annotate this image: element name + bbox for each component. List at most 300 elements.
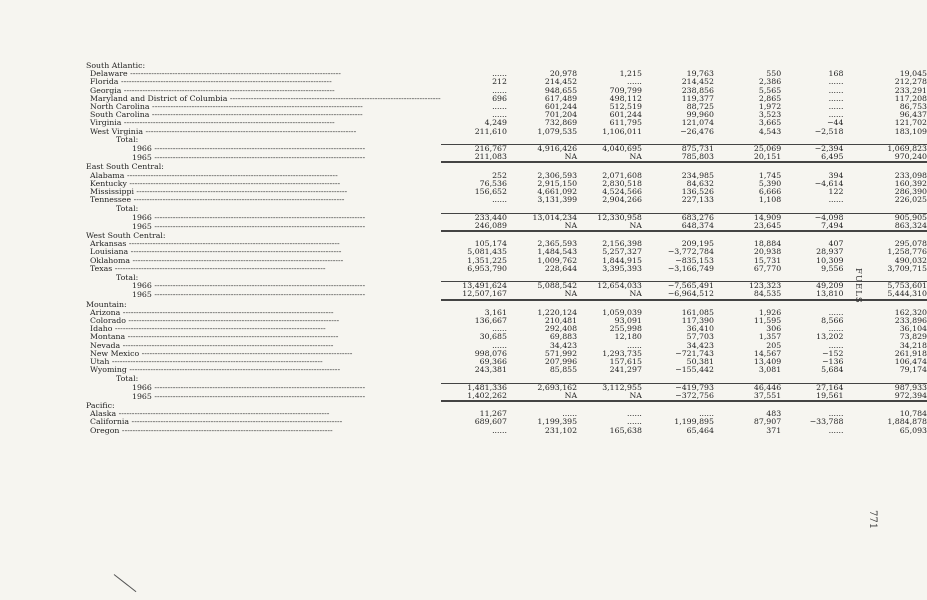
row-label: Oregon -------------------------------------------------------------------------------- [90,426,333,435]
value-cell-col6: 6,495 [781,153,843,162]
state-row [86,427,927,435]
value-cell-col6: ...... [828,93,844,103]
row-label: Utah -------------------------------------------------------------------------------- [90,358,323,367]
value-cell-col2: 292,408 [544,324,578,334]
value-cell-col3: 1,106,011 [602,126,642,136]
value-cell-col2: ...... [562,409,578,419]
value-cell-col1: 30,685 [479,332,507,342]
value-cell-col3: NA [577,392,642,401]
value-cell-col6: 9,556 [821,263,844,273]
value-cell-col7: 1,258,776 [887,247,927,257]
value-cell-col6: 10,309 [816,255,844,265]
value-cell-col5: 18,884 [753,239,782,249]
row-label-text: Tennessee [90,196,132,205]
value-cell-col7: 1,069,823 [843,145,927,154]
row-label-text: 1965 [132,290,152,300]
value-cell-col4: 785,803 [642,153,714,162]
row-label-text: 1966 [132,144,152,154]
value-cell-col7: 972,394 [843,392,927,401]
total-year-row [86,392,927,401]
value-cell-col6: 49,209 [781,282,843,291]
value-cell-col1: 233,440 [441,213,507,222]
value-cell-col2: 948,655 [544,85,578,95]
value-cell-col2: NA [507,392,577,401]
value-cell-col2: 2,915,150 [537,178,578,188]
row-label: Texas -------------------------------------------------------------------------------- [90,264,326,273]
row-label [86,204,441,213]
value-cell-col1: 1,402,262 [441,392,507,401]
value-cell-col3: 2,830,518 [602,178,642,188]
row-label: California -------------------------------------------------------------------------------- [90,418,343,427]
value-cell-col3: 601,244 [609,110,642,120]
value-cell-col5: 5,390 [758,178,782,188]
value-cell-col3 [577,204,642,213]
value-cell-col3: NA [577,290,642,299]
value-cell-col4: 683,276 [642,213,714,222]
value-cell-col7: 79,174 [899,365,927,375]
value-cell-col1: ...... [492,85,507,95]
value-cell-col5: 87,907 [753,417,782,427]
value-cell-col1: 252 [492,170,507,180]
row-label-text: Oklahoma [90,256,131,265]
value-cell-col6: −4,098 [781,213,843,222]
value-cell-col2: 231,102 [544,425,578,435]
row-label-text: Mountain: [86,299,127,309]
state-row [86,265,927,273]
row-label-text: Wyoming [90,366,127,375]
value-cell-col2: 2,306,593 [537,170,578,180]
total-label-row [86,204,927,213]
state-row [86,128,927,136]
value-cell-col3: 512,519 [609,102,642,112]
value-cell-col2: 2,365,593 [537,239,578,249]
row-label-text: Virginia [90,119,122,128]
value-cell-col5: 205 [766,340,782,350]
value-cell-col6: ...... [828,409,844,419]
value-cell-col7: 183,109 [894,126,927,136]
total-year-row [86,222,927,231]
value-cell-col2: 732,869 [544,118,578,128]
value-cell-col1: ...... [492,110,507,120]
value-cell-col5: 23,645 [714,222,781,231]
row-label: Oklahoma -------------------------------------------------------------------------------- [90,256,344,265]
value-cell-col5: 1,926 [758,307,782,317]
row-label-text: Maryland and District of Columbia [90,94,228,103]
row-label [86,374,441,383]
value-cell-col7: 5,753,601 [843,282,927,291]
value-cell-col2: 601,244 [544,102,578,112]
row-label: 1965 -------------------------------------------------------------------------------- [132,221,366,231]
value-cell-col3: 1,059,039 [602,307,642,317]
row-label-text: East South Central: [86,162,164,172]
value-cell-col5: 5,565 [758,85,782,95]
value-cell-col1: 243,381 [474,365,507,375]
value-cell-col1: 105,174 [474,239,507,249]
value-cell-col6: ...... [828,340,844,350]
row-label: 1965 -------------------------------------------------------------------------------- [132,153,366,163]
row-label-text: California [90,418,130,427]
value-cell-col7 [843,204,927,213]
value-cell-col3 [577,374,642,383]
value-cell-col7: 233,291 [894,85,927,95]
value-cell-col2: 214,452 [544,77,578,87]
value-cell-col4: −721,743 [675,348,714,358]
state-row [86,366,927,374]
value-cell-col6: −136 [822,357,844,367]
value-cell-col7: 160,392 [894,178,927,188]
value-cell-col6 [781,374,843,383]
value-cell-col5: 15,731 [753,255,782,265]
value-cell-col4: 50,381 [686,357,714,367]
row-label-text: Arizona [90,308,121,317]
value-cell-col6: ...... [828,77,844,87]
row-label: Virginia -------------------------------------------------------------------------------- [90,119,335,128]
row-label-text: Montana [90,333,126,342]
row-label: Mississippi -------------------------------------------------------------------------------- [90,188,348,197]
value-cell-col5: 14,909 [714,213,781,222]
row-label-text: Utah [90,358,110,367]
row-label-text: 1966 [132,213,152,222]
value-cell-col6: 13,810 [781,290,843,299]
value-cell-col3: 611,795 [609,118,642,128]
value-cell-col6: −152 [822,348,844,358]
value-cell-col4: 57,703 [686,332,714,342]
value-cell-col7: 905,905 [843,213,927,222]
row-label: Tennessee -------------------------------------------------------------------------------- [90,196,345,205]
value-cell-col1: 6,953,790 [467,263,507,273]
value-cell-col2: 207,996 [544,357,578,367]
value-cell-col4: 84,632 [686,178,714,188]
value-cell-col6: 8,566 [821,316,844,325]
row-label: Delaware -------------------------------------------------------------------------------- [90,70,341,79]
value-cell-col2: 13,014,234 [507,213,577,222]
row-label-text: Total: [116,135,139,145]
value-cell-col2: 2,693,162 [507,383,577,392]
value-cell-col6: 168 [828,69,844,79]
value-cell-col2: NA [507,222,577,231]
value-cell-col6: −2,394 [781,145,843,154]
table-body [86,62,927,435]
row-label: West Virginia -------------------------------------------------------------------------------- [90,127,357,136]
value-cell-col7: 117,208 [894,93,927,103]
value-cell-col5: 3,665 [758,118,782,128]
row-label [86,162,441,171]
value-cell-col4: 1,199,895 [674,417,714,427]
value-cell-col7: 863,324 [843,222,927,231]
value-cell-col5: 2,386 [758,77,782,87]
row-label [86,62,441,70]
value-cell-col7: 226,025 [894,195,927,205]
value-cell-col1: 76,536 [479,178,507,188]
value-cell-col7: 106,474 [894,357,927,367]
value-cell-col5: 46,446 [714,383,781,392]
value-cell-col5: 11,595 [753,316,782,325]
value-cell-col5: 20,151 [714,153,781,162]
value-cell-col1: 211,083 [441,153,507,162]
row-label: South Carolina -------------------------------------------------------------------------------- [90,111,363,120]
value-cell-col4: 161,085 [681,307,714,317]
value-cell-col7: 65,093 [899,425,927,435]
value-cell-col2: 85,855 [549,365,578,375]
value-cell-col4: −372,756 [642,392,714,401]
value-cell-col4: −835,153 [675,255,714,265]
value-cell-col3: 165,638 [609,425,642,435]
pen-stroke [114,574,137,592]
value-cell-col5 [714,204,781,213]
value-cell-col4: 121,074 [681,118,714,128]
value-cell-col5: 14,567 [753,348,782,358]
value-cell-col3: 1,293,735 [602,348,642,358]
value-cell-col6: 407 [828,239,844,249]
value-cell-col7: 121,702 [894,118,927,128]
value-cell-col1: 3,161 [484,307,507,317]
value-cell-col7: 1,884,878 [887,417,927,427]
value-cell-col4: 875,731 [642,145,714,154]
value-cell-col3: 1,215 [619,69,642,79]
value-cell-col5: 1,745 [758,170,782,180]
value-cell-col5: 371 [766,425,782,435]
value-cell-col2: 1,199,395 [537,417,578,427]
row-label-text: Total: [116,273,139,282]
value-cell-col4 [642,204,714,213]
value-cell-col4: 209,195 [681,239,714,249]
value-cell-col6: ...... [828,324,844,334]
value-cell-col1: ...... [492,425,507,435]
value-cell-col3: 3,395,393 [602,263,642,273]
row-label-text: Alabama [90,171,125,180]
value-cell-col6: 13,202 [816,332,844,342]
value-cell-col5: 4,543 [758,126,782,136]
row-label-text: 1966 [132,281,152,291]
value-cell-col7: 3,709,715 [887,263,927,273]
row-label-text: Florida [90,78,119,87]
value-cell-col5: 37,551 [714,392,781,401]
total-year-row [86,290,927,299]
value-cell-col3: ...... [627,340,642,350]
value-cell-col3: 2,156,398 [602,239,642,249]
row-label-text: Colorado [90,317,126,325]
row-label [86,273,441,282]
row-label [86,300,441,309]
value-cell-col4: 234,985 [681,170,714,180]
value-cell-col2: 34,423 [549,340,578,350]
state-row [86,196,927,204]
value-cell-col4: 119,377 [681,93,714,103]
value-cell-col7 [843,374,927,383]
row-label-text: Pacific: [86,401,115,410]
value-cell-col1: ...... [492,195,507,205]
value-cell-col3: 93,091 [614,316,642,325]
value-cell-col6: −4,614 [814,178,844,188]
value-cell-col5: 306 [766,324,782,334]
value-cell-col5: 550 [766,69,782,79]
value-cell-col6: 122 [828,187,844,197]
value-cell-col1: 689,607 [474,417,507,427]
value-cell-col4: 34,423 [686,340,714,350]
value-cell-col7: 261,918 [894,348,927,358]
value-cell-col7: 295,078 [894,239,927,249]
total-label-row [86,374,927,383]
value-cell-col3: 4,524,566 [602,187,642,197]
row-label-text: New Mexico [90,349,140,358]
value-cell-col1: ...... [492,324,507,334]
value-cell-col5: 123,323 [714,282,781,291]
row-label-text: Total: [116,204,139,213]
value-cell-col5: 1,357 [758,332,782,342]
value-cell-col5: 67,770 [753,263,782,273]
value-cell-col6: 7,494 [781,222,843,231]
value-cell-col5: 3,523 [758,110,782,120]
row-label: 1966 -------------------------------------------------------------------------------- [132,213,366,222]
value-cell-col5: 6,666 [758,187,782,197]
row-label: Alaska -------------------------------------------------------------------------------- [90,410,330,419]
row-label-text: Kentucky [90,179,127,188]
row-label: 1966 -------------------------------------------------------------------------------- [132,144,366,154]
value-cell-col1: 11,267 [479,409,507,419]
value-cell-col2 [507,204,577,213]
row-label-text: South Carolina [90,111,150,120]
value-cell-col1: ...... [492,69,507,79]
value-cell-col1 [441,374,507,383]
row-label-text: North Carolina [90,103,150,112]
row-label-text: 1965 [132,153,152,163]
row-label: Colorado -------------------------------------------------------------------------------- [90,317,340,325]
value-cell-col4: 99,960 [686,110,714,120]
row-label-text: Idaho [90,325,113,334]
row-label-text: Georgia [90,86,122,95]
value-cell-col3: 2,904,266 [602,195,642,205]
value-cell-col2: 1,079,535 [537,126,578,136]
value-cell-col3: 709,799 [609,85,642,95]
value-cell-col1: 696 [492,93,507,103]
value-cell-col7: 96,437 [899,110,927,120]
value-cell-col4: −155,442 [675,365,714,375]
row-label-text: Mississippi [90,188,134,197]
value-cell-col7: 19,045 [899,69,927,79]
value-cell-col7: 970,240 [843,153,927,162]
row-label: 1965 -------------------------------------------------------------------------------- [132,290,366,300]
value-cell-col3: ...... [627,77,642,87]
value-cell-col3: 12,330,958 [577,213,642,222]
value-cell-col4: 19,763 [686,69,714,79]
value-cell-col6: ...... [828,307,844,317]
value-cell-col1: 246,089 [441,222,507,231]
row-label: Arizona -------------------------------------------------------------------------------- [90,308,334,317]
value-cell-col6: ...... [828,195,844,205]
row-label-text: Texas [90,264,113,273]
row-label: New Mexico -------------------------------------------------------------------------------- [90,349,353,358]
value-cell-col6: ...... [828,85,844,95]
value-cell-col5 [714,374,781,383]
row-label [86,136,441,145]
value-cell-col4 [642,374,714,383]
value-cell-col3: 12,180 [614,332,642,342]
value-cell-col5: 25,069 [714,145,781,154]
value-cell-col4: 88,725 [686,102,714,112]
value-cell-col3: NA [577,153,642,162]
value-cell-col4: 227,133 [681,195,714,205]
value-cell-col5: 20,938 [753,247,782,257]
value-cell-col3: 4,040,695 [577,145,642,154]
page-number: 771 [867,510,878,530]
value-cell-col3: 5,257,327 [602,247,642,257]
value-cell-col6: 19,561 [781,392,843,401]
row-label-text: West South Central: [86,231,166,240]
value-cell-col6: −2,518 [814,126,844,136]
value-cell-col6: −44 [826,118,844,128]
value-cell-col6: ...... [828,102,844,112]
value-cell-col1: 1,351,225 [467,255,507,265]
row-label: 1966 -------------------------------------------------------------------------------- [132,281,366,291]
value-cell-col4: 136,526 [681,187,714,197]
value-cell-col2: 1,009,762 [537,255,578,265]
value-cell-col3: 498,112 [609,93,642,103]
value-cell-col3: ...... [627,409,642,419]
value-cell-col1: 4,249 [484,118,507,128]
value-cell-col4: −26,476 [680,126,714,136]
value-cell-col5: 483 [766,409,782,419]
value-cell-col4: 214,452 [681,77,714,87]
value-cell-col3: 157,615 [609,357,642,367]
value-cell-col1: 156,652 [474,187,507,197]
value-cell-col3: 255,998 [609,324,642,334]
value-cell-col2: 1,484,543 [537,247,578,257]
value-cell-col2: 4,661,092 [537,187,578,197]
row-label-text: Arkansas [90,240,127,249]
row-label: Idaho -------------------------------------------------------------------------------- [90,325,326,334]
row-label-text: Louisiana [90,248,129,257]
value-cell-col2: 69,883 [549,332,578,342]
row-label-text: Nevada [90,341,121,350]
value-cell-col2 [507,374,577,383]
value-cell-col1: 5,081,435 [467,247,507,257]
value-cell-col7: 162,320 [894,307,927,317]
row-label-text: Oregon [90,426,120,435]
value-cell-col5: 84,535 [714,290,781,299]
value-cell-col2: 701,204 [544,110,578,120]
value-cell-col1: 211,610 [474,126,507,136]
value-cell-col5: 1,972 [758,102,782,112]
value-cell-col6 [781,204,843,213]
value-cell-col3: 12,654,033 [577,282,642,291]
value-cell-col7: 73,829 [899,332,927,342]
value-cell-col6: 28,937 [816,247,844,257]
value-cell-col4: ...... [699,409,714,419]
value-cell-col2: 20,978 [549,69,578,79]
value-cell-col1 [441,204,507,213]
value-cell-col2: NA [507,290,577,299]
value-cell-col2: NA [507,153,577,162]
value-cell-col7: 36,104 [899,324,927,334]
row-label: 1965 -------------------------------------------------------------------------------- [132,391,366,401]
row-label: Wyoming -------------------------------------------------------------------------------- [90,366,341,375]
value-cell-col4: 36,410 [686,324,714,334]
value-cell-col7: 34,218 [899,340,927,350]
value-cell-col7: 490,032 [894,255,927,265]
value-cell-col6: −33,788 [809,417,844,427]
value-cell-col1: ...... [492,340,507,350]
value-cell-col1: 13,491,624 [441,282,507,291]
value-cell-col5: 2,865 [758,93,782,103]
row-label [86,231,441,240]
value-cell-col3: ...... [627,417,642,427]
row-label: Georgia -------------------------------------------------------------------------------- [90,86,335,95]
value-cell-col4: 648,374 [642,222,714,231]
row-label: 1966 -------------------------------------------------------------------------------- [132,383,366,392]
row-label-text: South Atlantic: [86,62,146,70]
value-cell-col1: 136,667 [474,316,507,325]
row-label: North Carolina -------------------------------------------------------------------------------- [90,103,363,112]
